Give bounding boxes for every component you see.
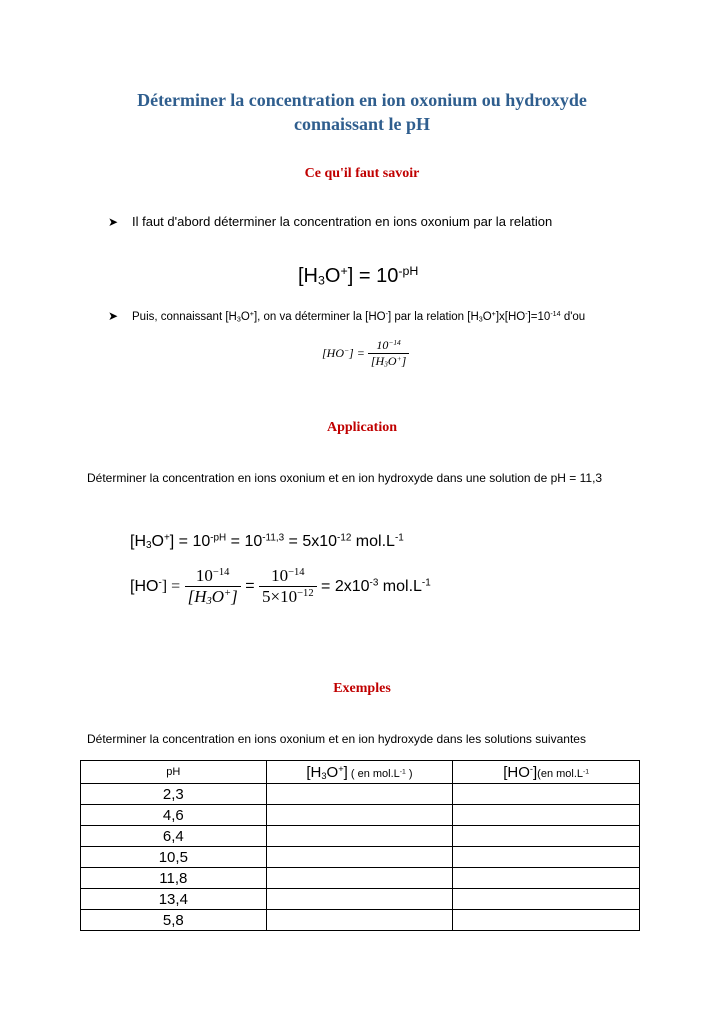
table-row [81,847,640,868]
formula-oxonium: $[H_3O^+] = 10^{-pH}$ [298,264,419,288]
oxonium-cell[interactable] [266,868,453,889]
table-row [81,826,640,847]
ph-value: 13,4 [81,889,267,910]
ph-value: 6,4 [81,826,267,847]
title-line-1: Déterminer la concentration en ion oxonium ou hydroxyde [137,90,587,110]
calculation-oxonium: $[H_3O^+] = 10^{-pH} = 10^{-11,3} = 5x10^{-12}$ $mol.L^{-1}$ [130,532,404,551]
table-row [81,805,640,826]
hydroxyde-cell[interactable] [453,826,640,847]
oxonium-cell[interactable] [266,826,453,847]
table-row [81,910,640,931]
header-ph: pH [81,761,267,784]
section-heading-savoir: Ce qu'il faut savoir [304,166,420,181]
hydroxyde-cell[interactable] [453,868,640,889]
formula-hydroxyde: [HO−] = $\frac{10^{-14}}{[H_3O^+]}$ [322,338,409,369]
oxonium-cell[interactable] [266,847,453,868]
application-statement: Déterminer la concentration en ions oxonium et en ion hydroxyde dans une solution de pH = 11,3 [87,471,603,485]
ph-table [80,760,640,931]
table-row [81,784,640,805]
header-hydroxyde: [HO-](en $mol.L^{-1}$ [453,761,640,784]
fraction-ho: $\frac{10^{-14}}{[H_3O^+]}$ [368,338,409,369]
bullet-item-1 [108,214,552,229]
calculation-hydroxyde: [HO-] = $\frac{10^{-14}}{[H_3O^+]}$ = $\frac{10^{-14}}{5\times 10^{-12}}$ = $2x10^{-3}$ $mol.L^{-1}$ [130,566,431,608]
ph-value: 11,8 [81,868,267,889]
arrow-bullet-icon: ➤ [108,215,119,229]
arrow-bullet-icon: ➤ [108,309,119,323]
table-header-row [81,761,640,784]
ph-value: 2,3 [81,784,267,805]
bullet-item-2: ➤ Puis, connaissant $[H_3O^+]$, on va déterminer la [HO-] par la relation $[H_3O^+]x[HO^-]=10^{-14}$ d'ou [108,309,586,324]
table-row [81,889,640,910]
section-heading-exemples: Exemples [333,681,391,696]
header-oxonium: $[H_3O^+]$ ( en $mol.L^{-1}$ ) [266,761,453,784]
exemples-statement: Déterminer la concentration en ions oxonium et en ion hydroxyde dans les solutions suivantes [87,732,586,746]
oxonium-cell[interactable] [266,910,453,931]
ph-value: 4,6 [81,805,267,826]
oxonium-cell[interactable] [266,784,453,805]
oxonium-cell[interactable] [266,889,453,910]
hydroxyde-cell[interactable] [453,805,640,826]
hydroxyde-cell[interactable] [453,910,640,931]
title-line-2: connaissant le pH [293,114,431,134]
ph-value: 10,5 [81,847,267,868]
bullet-1-text: Il faut d'abord déterminer la concentration en ions oxonium par la relation [132,214,553,229]
fraction-step-1: $\frac{10^{-14}}{[H_3O^+]}$ [185,566,241,607]
fraction-step-2: $\frac{10^{-14}}{5\times 10^{-12}}$ [259,566,317,607]
page-title [0,88,724,136]
hydroxyde-cell[interactable] [453,784,640,805]
table-row [81,868,640,889]
hydroxyde-cell[interactable] [453,847,640,868]
section-heading-application: Application [326,420,397,435]
oxonium-cell[interactable] [266,805,453,826]
ph-value: 5,8 [81,910,267,931]
hydroxyde-cell[interactable] [453,889,640,910]
